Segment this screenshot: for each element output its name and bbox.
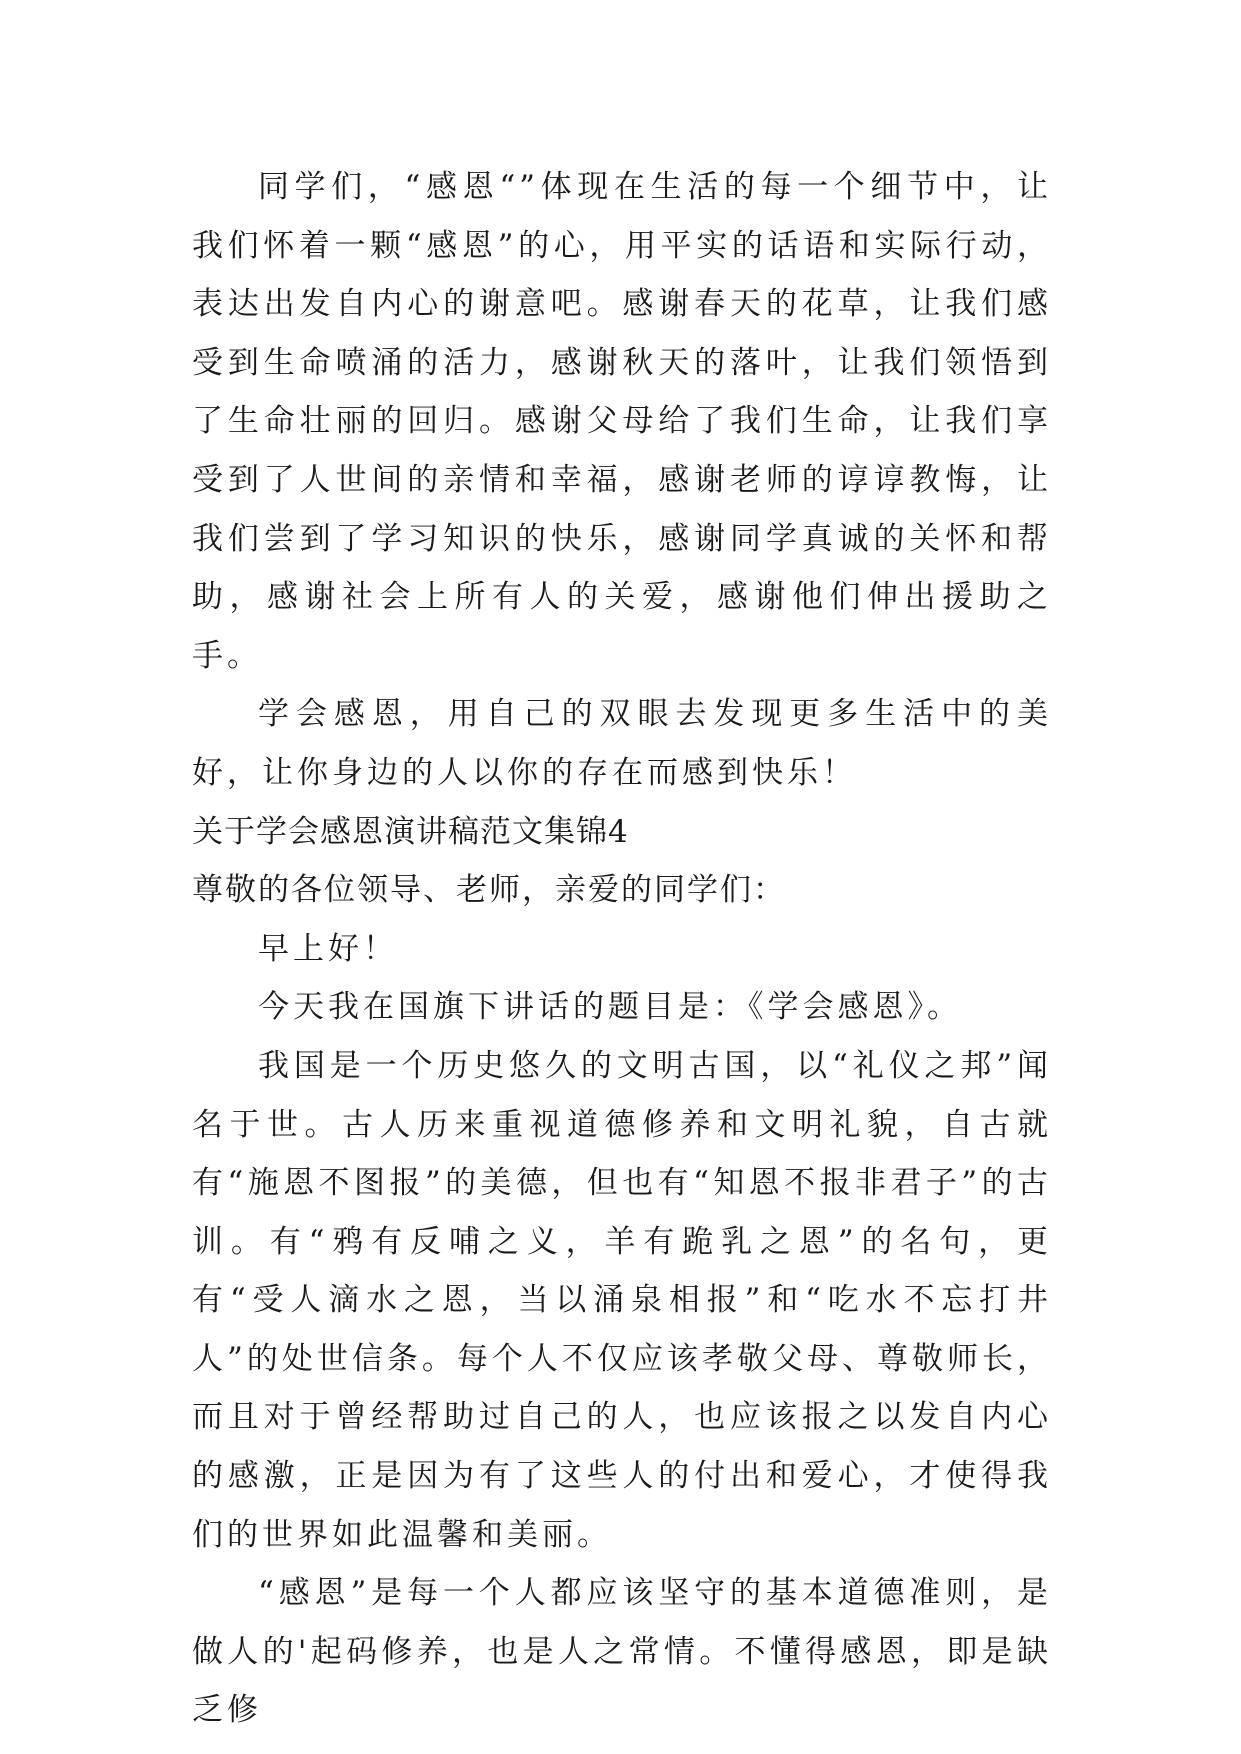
document-page	[192, 158, 1052, 1740]
paragraph-learn-gratitude: 学会感恩，用自己的双眼去发现更多生活中的美好，让你身边的人以你的存在而感到快乐！	[192, 696, 1052, 791]
paragraph-ancient-civilization: 我国是一个历史悠久的文明古国，以“礼仪之邦”闻名于世。古人历来重视道德修养和文明礼貌，自古就有“施恩不图报”的美德，但也有“知恩不报非君子”的古训。有“鸦有反哺之义，羊有跪乳之恩”的名句，更有“受人滴水之恩，当以涌泉相报”和“吃水不忘打井人”的处世信条。每个人不仅应该孝敬父母、尊敬师长，而且对于曾经帮助过自己的人，也应该报之以发自内心的感激，正是因为有了这些人的付出和爱心，才使得我们的世界如此温馨和美丽。	[192, 1047, 1052, 1553]
speech-topic: 今天我在国旗下讲话的题目是：《学会感恩》。	[258, 989, 962, 1026]
paragraph-moral-principle: “感恩”是每一个人都应该坚守的基本道德准则，是做人的'起码修养，也是人之常情。不懂得感恩，即是缺乏修	[192, 1575, 1052, 1729]
section-heading: 关于学会感恩演讲稿范文集锦4	[192, 813, 629, 850]
greeting: 早上好！	[258, 930, 398, 967]
salutation: 尊敬的各位领导、老师，亲爱的同学们：	[192, 872, 786, 909]
paragraph-gratitude-details: 同学们，“感恩“”体现在生活的每一个细节中，让我们怀着一颗“感恩”的心，用平实的话语和实际行动，表达出发自内心的谢意吧。感谢春天的花草，让我们感受到生命喷涌的活力，感谢秋天的落叶，让我们领悟到了生命壮丽的回归。感谢父母给了我们生命，让我们享受到了人世间的亲情和幸福，感谢老师的谆谆教悔，让我们尝到了学习知识的快乐，感谢同学真诚的关怀和帮助，感谢社会上所有人的关爱，感谢他们伸出援助之手。	[192, 169, 1052, 674]
